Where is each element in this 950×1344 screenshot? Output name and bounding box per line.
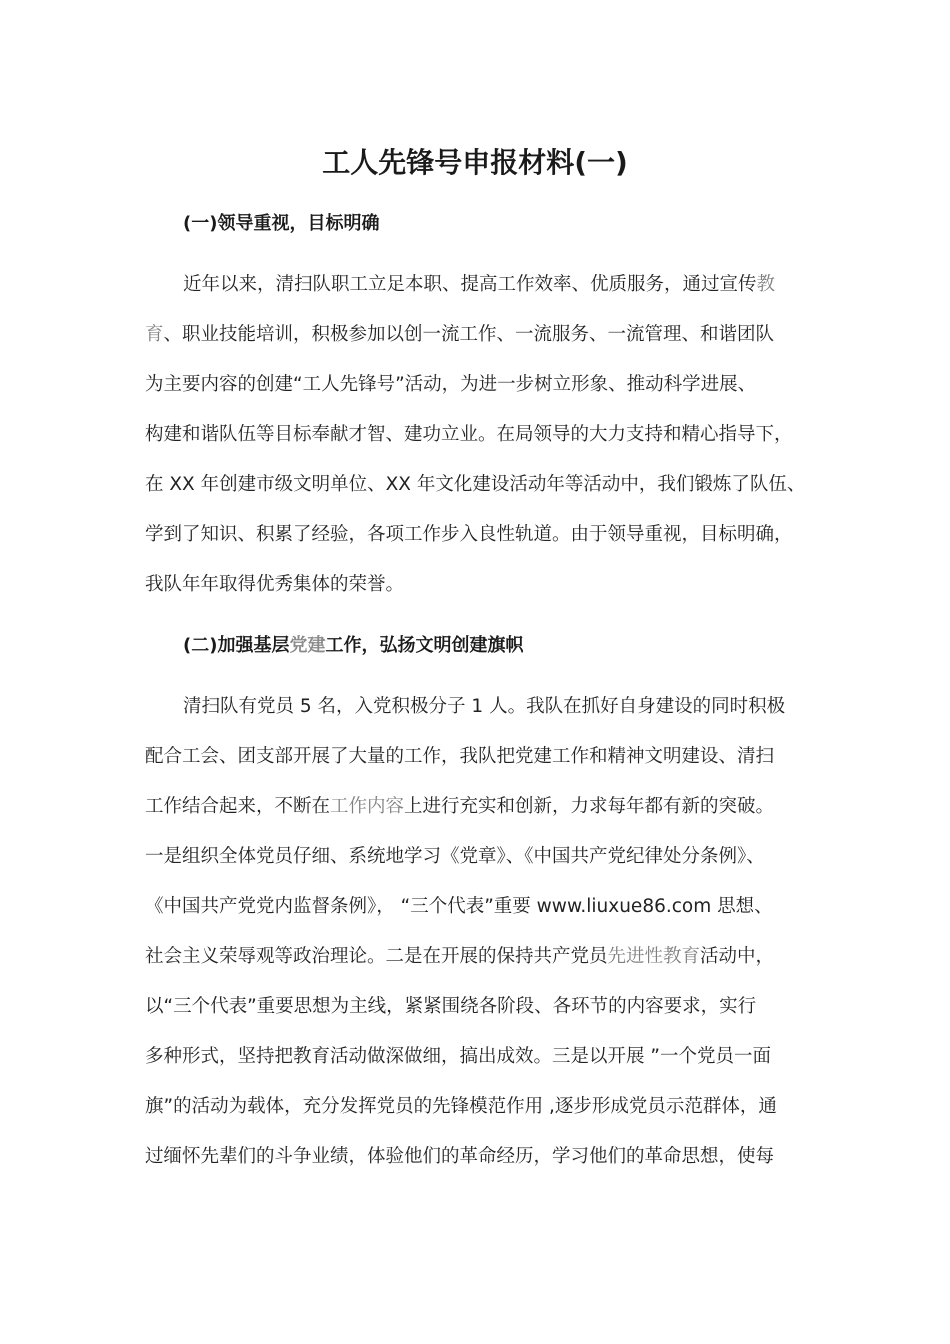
line-text: 活动中， <box>700 946 775 967</box>
heading-text: 工作，弘扬文明创建旗帜 <box>325 635 524 656</box>
line-text: 社会主义荣辱观等政治理论。二是在开展的保持共产党员 <box>145 946 608 967</box>
paragraph-line <box>145 892 810 922</box>
line-text: 、职业技能培训，积极参加以创一流工作、一流服务、一流管理、和谐团队 <box>163 324 775 345</box>
line-text: 旗”的活动为载体，充分发挥党员的先锋模范作用 ,逐步形成党员示范群体，通 <box>145 1096 777 1117</box>
paragraph-line <box>145 370 810 400</box>
line-text: 多种形式，坚持把教育活动做深做细，搞出成效。三是以开展 ”一个党员一面 <box>145 1046 771 1067</box>
line-text: 近年以来，清扫队职工立足本职、提高工作效率、优质服务，通过宣传 <box>183 274 757 295</box>
text-link[interactable]: 先进性教育 <box>607 946 701 967</box>
paragraph-line <box>183 692 810 722</box>
paragraph-line <box>145 520 810 550</box>
line-text: 过缅怀先辈们的斗争业绩，体验他们的革命经历，学习他们的革命思想，使每 <box>145 1146 775 1167</box>
line-text: 工作结合起来，不断在 <box>145 796 331 817</box>
text-link[interactable]: 工作内容 <box>330 796 405 817</box>
line-text: 配合工会、团支部开展了大量的工作，我队把党建工作和精神文明建设、清扫 <box>145 746 775 767</box>
heading-text: (二)加强基层 <box>183 635 290 656</box>
paragraph-line <box>145 1042 810 1072</box>
line-text: 学到了知识、积累了经验，各项工作步入良性轨道。由于领导重视，目标明确， <box>145 524 793 545</box>
paragraph-line <box>145 570 810 600</box>
document-title: 工人先锋号申报材料(一) <box>322 146 628 179</box>
line-text: 构建和谐队伍等目标奉献才智、建功立业。在局领导的大力支持和精心指导下， <box>145 424 793 445</box>
line-text: 以“三个代表”重要思想为主线，紧紧围绕各阶段、各环节的内容要求，实行 <box>145 996 757 1017</box>
paragraph-line <box>145 1142 810 1172</box>
paragraph-line <box>145 420 810 450</box>
paragraph-line <box>145 992 810 1022</box>
section-heading-1: (一)领导重视，目标明确 <box>183 213 380 234</box>
paragraph-line <box>145 742 810 772</box>
paragraph-line <box>145 942 810 972</box>
line-text: 上进行充实和创新，力求每年都有新的突破。 <box>404 796 775 817</box>
line-text: 我队年年取得优秀集体的荣誉。 <box>145 574 405 595</box>
heading-link[interactable]: 党建 <box>289 635 326 656</box>
line-text: 《中国共产党党内监督条例》， “三个代表”重要 www.liuxue86.com 思想、 <box>145 896 773 917</box>
paragraph-line <box>145 320 810 350</box>
line-text: 在 XX 年创建市级文明单位、XX 年文化建设活动年等活动中，我们锻炼了队伍、 <box>145 474 806 495</box>
paragraph-line <box>145 1092 810 1122</box>
paragraph-line <box>183 270 810 300</box>
line-text: 一是组织全体党员仔细、系统地学习《党章》、《中国共产党纪律处分条例》、 <box>145 846 765 867</box>
paragraph-line <box>145 792 810 822</box>
text-link[interactable]: 育 <box>145 324 164 345</box>
section-heading-2 <box>183 632 523 660</box>
line-text: 清扫队有党员 5 名，入党积极分子 1 人。我队在抓好自身建设的同时积极 <box>183 696 786 717</box>
line-text: 为主要内容的创建“工人先锋号”活动，为进一步树立形象、推动科学进展、 <box>145 374 757 395</box>
paragraph-line <box>145 470 810 500</box>
paragraph-line <box>145 842 810 872</box>
text-link[interactable]: 教 <box>756 274 776 295</box>
